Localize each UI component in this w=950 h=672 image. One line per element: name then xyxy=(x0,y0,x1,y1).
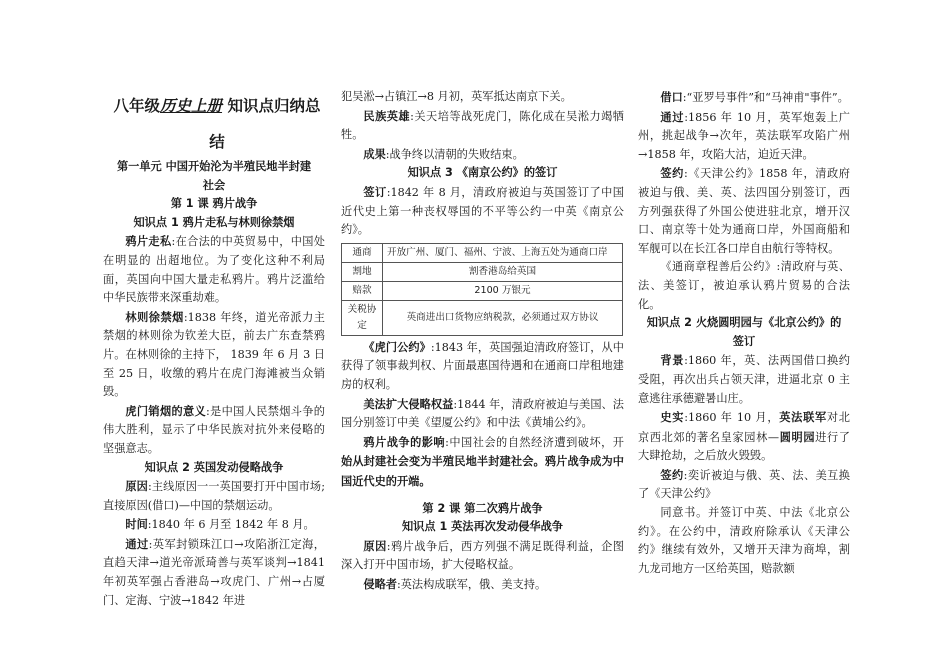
paragraph xyxy=(341,107,624,145)
knowledge-point-heading: 知识点 2 火烧圆明园与《北京公约》的 xyxy=(646,316,842,330)
paragraph: 《通商章程善后公约》:清政府与英、法、美签订，被迫承认鸦片贸易的合法化。 xyxy=(638,260,850,311)
term-label: 借口 xyxy=(660,90,683,104)
term-text: :1840 年 6 月至 1842 年 8 月。 xyxy=(147,518,315,532)
paragraph xyxy=(638,466,850,504)
term-label: 《虎门公约》 xyxy=(363,339,431,354)
paragraph xyxy=(638,108,850,165)
column-3 xyxy=(638,88,850,578)
paragraph xyxy=(341,338,624,395)
term-label: 签订 xyxy=(363,184,387,199)
column-1 xyxy=(103,158,325,610)
title-rest: 知识点归纳总 xyxy=(227,97,321,115)
paragraph xyxy=(341,433,624,492)
term-label: 签约 xyxy=(660,467,684,482)
term-label: 侵略者 xyxy=(363,576,397,591)
lesson-2-heading: 第 2 课 第二次鸦片战争 xyxy=(422,501,543,515)
table-value-cell: 割香港岛给英国 xyxy=(383,262,623,281)
term-text: :中国社会的自然经济遭到破坏，开 xyxy=(445,435,624,449)
term-text: :关天培等战死虎门，陈化成在吴淞力竭牺牲。 xyxy=(341,109,624,142)
paragraph xyxy=(341,395,624,433)
term-text: :主线原因一一英国要打开中国市场;直接原因(借口)—中国的禁烟运动。 xyxy=(103,480,325,512)
paragraph xyxy=(103,515,325,535)
term-text: :1844 年，清政府被迫与美国、法国分别签订中美《望厦公约》和中法《黄埔公约》。 xyxy=(341,397,624,430)
term-label: 林则徐禁烟 xyxy=(125,309,184,324)
term-label: 成果 xyxy=(363,146,386,161)
document-title xyxy=(103,88,325,160)
table-key-cell: 通商 xyxy=(342,243,383,262)
term-text: :《天津公约》1858 年，清政府被迫与俄、美、英、法四国分别签订，西方列强获得了外国公使进驻北京，增开汉口、南京等十处为通商口岸，外国商船和军舰可以在长江各口岸自由航行等特权。 xyxy=(638,167,850,255)
paragraph xyxy=(103,402,325,459)
paragraph xyxy=(341,575,624,595)
emphasis-text: 始从封建社会变为半殖民地半封建社会。鸦片战争成为中国近代史的开端。 xyxy=(341,454,624,488)
term-text: :英军封锁珠江口→攻陷浙江定海，直趋天津→道光帝派琦善与英军谈判→1841 年初英军强占香港岛→攻虎门、广州→占厦门、定海、宁波→1842 年进 xyxy=(103,537,325,607)
term-label: 背景 xyxy=(660,353,685,368)
emphasis-text: 英法联军 xyxy=(779,410,827,425)
title-grade: 八年级 xyxy=(113,97,161,115)
term-label: 民族英雄 xyxy=(363,108,411,123)
unit-heading-cont: 社会 xyxy=(202,178,226,192)
treaty-terms-table xyxy=(341,243,623,336)
term-text: :是中国人民禁烟斗争的伟大胜利，显示了中华民族对抗外来侵略的坚强意志。 xyxy=(103,404,325,455)
term-text: :1843 年，英国强迫清政府签订，从中获得了领事裁判权、片面最惠国待遇和在通商口岸租地建房的权利。 xyxy=(341,340,624,391)
paragraph xyxy=(638,351,850,408)
knowledge-point-heading: 知识点 1 鸦片走私与林则徐禁烟 xyxy=(133,215,295,229)
paragraph xyxy=(638,408,850,466)
term-text: :1860 年，英、法两国借口换约受阻，再次出兵占领天津，进逼北京 0 主意逃往承德避暑山庄。 xyxy=(638,354,850,405)
paragraph xyxy=(103,308,325,402)
term-text: :1842 年 8 月，清政府被迫与英国签订了中国近代史上第一种丧权辱国的不平等公约一中英《南京公约》。 xyxy=(341,185,624,237)
paragraph: 同意书。并签订中英、中法《北京公约》。在公约中，清政府除承认《天津公约》继续有效外，又增开天津为商埠，割九龙司地方一区给英国，赔款额 xyxy=(638,506,850,575)
paragraph xyxy=(103,535,325,610)
table-value-cell: 2100 万银元 xyxy=(383,281,623,300)
term-text: :鸦片战争后，西方列强不满足既得利益，企图深入打开中国市场，扩大侵略权益。 xyxy=(341,539,624,572)
term-label: 鸦片战争的影响 xyxy=(363,434,446,449)
term-label: 原因 xyxy=(125,479,148,494)
term-text: :1838 年终，道光帝派力主禁烟的林则徐为钦差大臣，前去广东查禁鸦片。在林则徐的主持下， 1839 年 6 月 3 日至 25 日，收缴的鸦片在虎门海滩被当众销毁。 xyxy=(103,310,325,399)
term-label: 史实 xyxy=(660,410,685,425)
paragraph xyxy=(103,477,325,515)
title-line-1 xyxy=(103,88,325,124)
knowledge-point-heading: 知识点 3 《南京公约》的签订 xyxy=(407,166,558,180)
term-text: :奕䜣被迫与俄、英、法、美互换了《天津公约》 xyxy=(638,468,850,501)
term-label: 时间 xyxy=(125,517,148,532)
term-label: 原因 xyxy=(363,538,387,553)
term-text: :“亚罗号事件”和“马神甫"事件”。 xyxy=(682,91,849,104)
table-key-cell: 割地 xyxy=(342,262,383,281)
table-value-cell: 英商进出口货物应纳税款，必须通过双方协议 xyxy=(383,300,623,335)
term-text: :英法构成联军，俄、美支持。 xyxy=(396,577,547,591)
lesson-1-heading: 第 1 课 鸦片战争 xyxy=(170,197,258,211)
knowledge-point-heading-cont: 签订 xyxy=(732,334,756,348)
table-row xyxy=(342,300,623,335)
table-value-cell: 开放广州、厦门、福州、宁波、上海五处为通商口岸 xyxy=(383,243,623,262)
emphasis-text: 圆明园 xyxy=(779,429,816,444)
term-label: 鸦片走私 xyxy=(125,234,172,249)
paragraph: 犯吴淞→占镇江→8 月初，英军抵达南京下关。 xyxy=(341,90,572,103)
term-label: 美法扩大侵略权益 xyxy=(363,396,454,411)
knowledge-point-heading: 知识点 1 英法再次发动侵华战争 xyxy=(401,520,563,534)
paragraph xyxy=(341,183,624,240)
term-label: 通过 xyxy=(660,109,685,124)
term-label: 签约 xyxy=(660,166,684,181)
title-subject: 历史上册 xyxy=(160,97,223,115)
term-text: 对北京西北郊的著名皇家园林— xyxy=(638,411,850,444)
table-key-cell: 关税协定 xyxy=(342,300,383,335)
knowledge-point-heading: 知识点 2 英国发动侵略战争 xyxy=(144,460,284,474)
term-text: :1856 年 10 月，英军炮轰上广州，挑起战争→次年，英法联军攻陷广州→1858 年，攻陷大沽，迫近天津。 xyxy=(638,110,850,161)
term-text: 进行了大肆抢劫，之后放火毁毁。 xyxy=(638,430,850,463)
paragraph xyxy=(341,145,624,165)
paragraph xyxy=(103,232,325,307)
term-text: :战争终以清朝的失败结束。 xyxy=(385,147,524,161)
column-2 xyxy=(341,88,624,594)
paragraph xyxy=(638,164,850,258)
title-line-2: 结 xyxy=(209,133,225,151)
term-text: :在合法的中英贸易中，中国处在明显的 出超地位。为了变化这种不利局面，英国向中国大量走私鸦片。鸦片泛滥给中华民族带来深重劫难。 xyxy=(103,235,325,305)
term-label: 虎门销烟的意义 xyxy=(125,403,207,418)
table-row xyxy=(342,243,623,262)
term-label: 通过 xyxy=(125,536,149,551)
table-row xyxy=(342,281,623,300)
table-key-cell: 赔款 xyxy=(342,281,383,300)
term-text: :1860 年 10 月， xyxy=(684,411,780,425)
table-row xyxy=(342,262,623,281)
paragraph xyxy=(638,88,850,108)
unit-heading: 第一单元 中国开始沦为半殖民地半封建 xyxy=(116,160,312,173)
paragraph xyxy=(341,537,624,575)
